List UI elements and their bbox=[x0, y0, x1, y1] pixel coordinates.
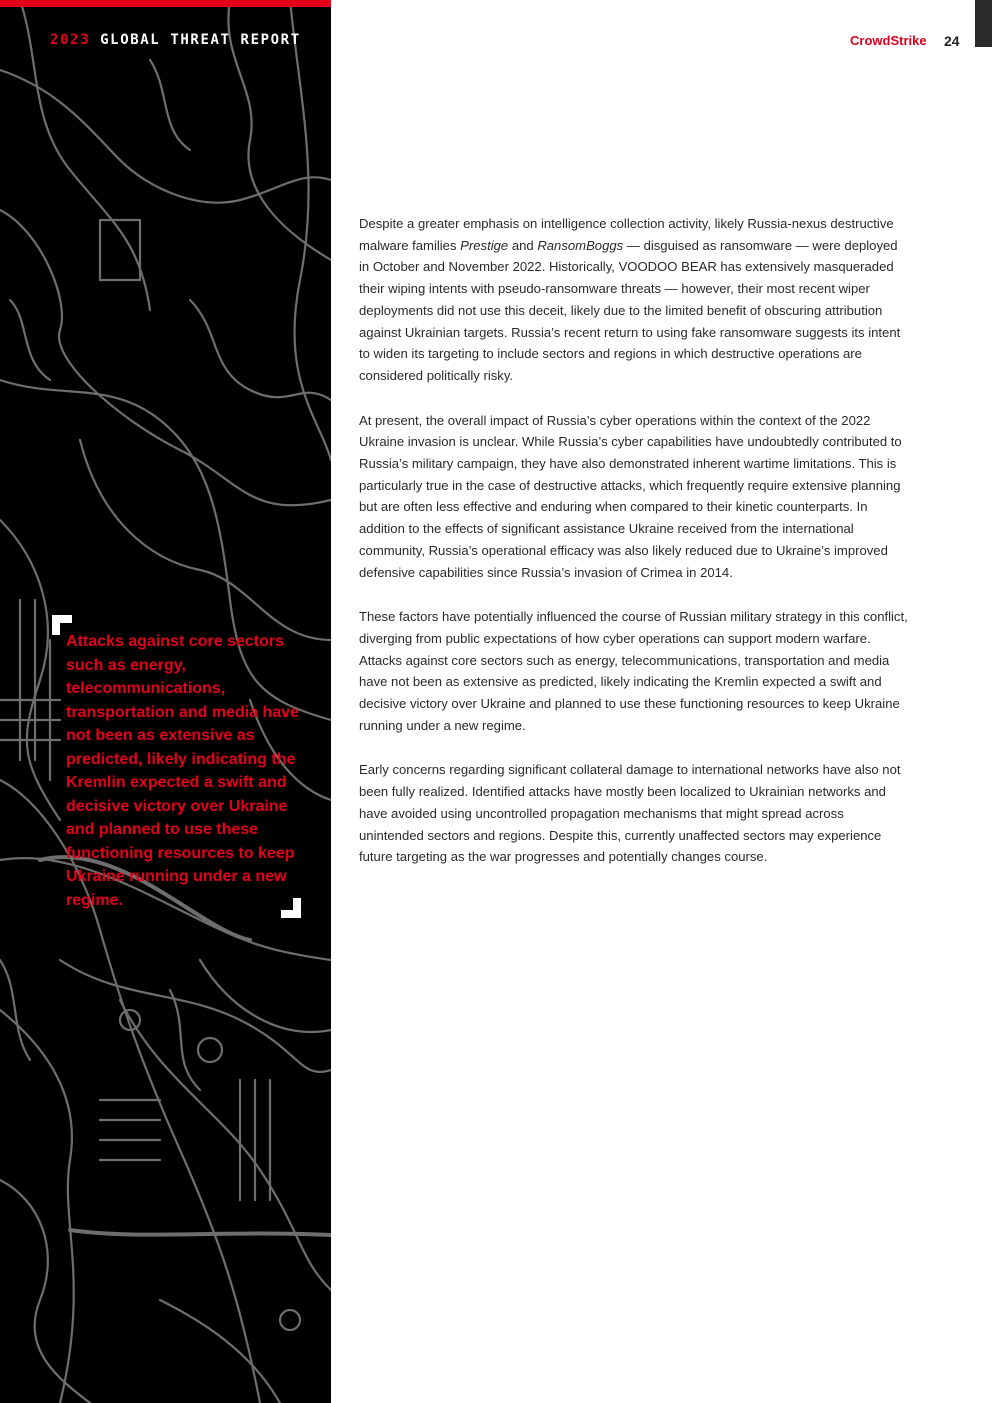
malware-name-prestige: Prestige bbox=[460, 237, 509, 253]
report-title bbox=[50, 32, 301, 48]
paragraph-2: At present, the overall impact of Russia’s cyber operations within the context of the 2022 Ukraine invasion is unclear. While Russia’s cyber capabilities have undoubtedly contributed to Russia’s military campaign, they have also demonstrated inherent wartime limitations. This is particularly true in the case of destructive attacks, which frequently require extensive planning but are often less effective and enduring when compared to their kinetic counterparts. In addition to the effects of significant assistance Ukraine received from the international community, Russia’s operational efficacy was also likely reduced due to Ukraine’s improved defensive capabilities since Russia’s invasion of Crimea in 2014. bbox=[359, 412, 902, 580]
page-number: 24 bbox=[944, 33, 960, 49]
close-quote-bracket-icon bbox=[281, 898, 301, 918]
pull-quote: Attacks against core sectors such as energy, telecommunications, transportation and media have not been as extensive as predicted, likely indicating the Kremlin expected a swift and decisive victory over Ukraine and planned to use these functioning resources to keep Ukraine running under a new regime. bbox=[66, 633, 299, 909]
paragraph-4: Early concerns regarding significant collateral damage to international networks have also not been fully realized. Identified attacks have mostly been localized to Ukrainian networks and have avoided using uncontrolled propagation mechanisms that might spread across unintended sectors and regions. Despite this, currently unaffected sectors may experience future targeting as the war progresses and potentially changes course. bbox=[359, 762, 901, 865]
header-accent-bar bbox=[0, 0, 331, 7]
report-title-text: GLOBAL THREAT REPORT bbox=[100, 32, 301, 48]
paragraph-1: Despite a greater emphasis on intelligence collection activity, likely Russia-nexus destructive malware families Prestige and RansomBoggs — disguised as ransomware — were deployed in October and November 2022. Historically, VOODOO BEAR has extensively masqueraded their wiping intents with pseudo-ransomware threats — however, their most recent wiper deployments did not use this deceit, likely due to the limited benefit of obscuring attribution against Ukrainian targets. Russia’s recent return to using fake ransomware suggests its intent to widen its targeting to include sectors and regions in which destructive operations are considered politically risky. bbox=[359, 216, 901, 383]
brand-logo: CrowdStrike bbox=[850, 33, 927, 48]
malware-name-ransomboggs: RansomBoggs bbox=[537, 237, 624, 253]
article-body bbox=[359, 213, 911, 891]
corner-tab bbox=[975, 0, 992, 47]
paragraph-3: These factors have potentially influenced the course of Russian military strategy in this conflict, diverging from public expectations of how cyber operations can support modern warfare. Attacks against core sectors such as energy, telecommunications, transportation and media have not been as extensive as predicted, likely indicating the Kremlin expected a swift and decisive victory over Ukraine and planned to use these functioning resources to keep Ukraine running under a new regime. bbox=[359, 609, 908, 733]
report-year: 2023 bbox=[50, 32, 91, 48]
